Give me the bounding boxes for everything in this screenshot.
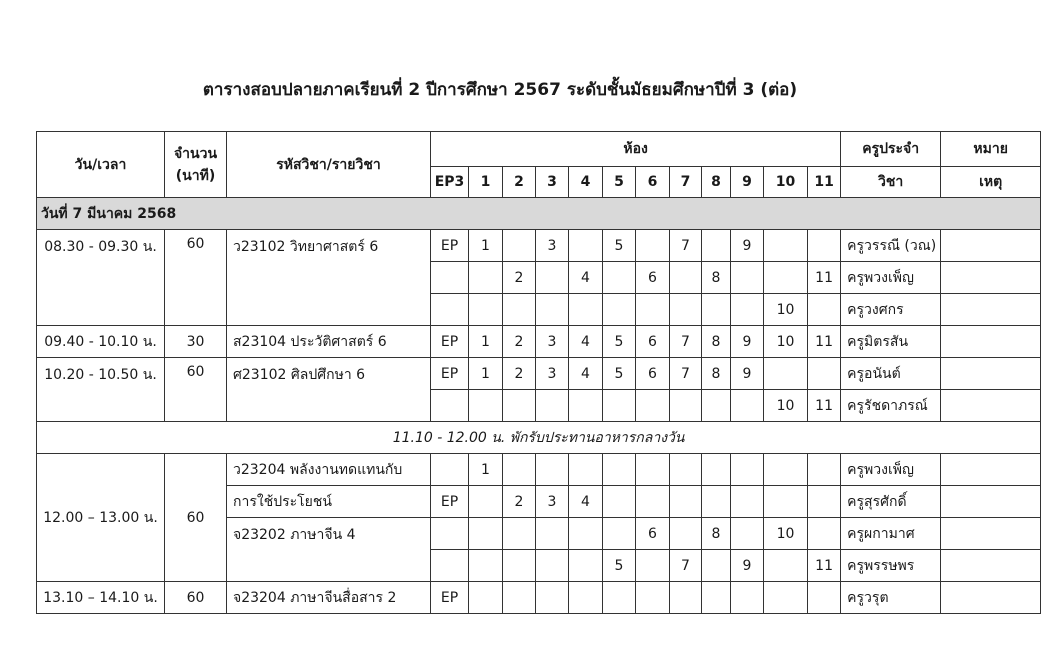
- room-cell: [702, 582, 731, 614]
- lunch-break-label: 11.10 - 12.00 น. พักรับประทานอาหารกลางวัน: [37, 422, 1041, 454]
- subject-cell: การใช้ประโยชน์: [227, 486, 431, 518]
- header-minutes-line2: (นาที): [175, 167, 216, 184]
- room-cell: [431, 518, 469, 550]
- room-col-2: 2: [503, 167, 536, 198]
- room-cell: [731, 518, 764, 550]
- room-cell: [431, 294, 469, 326]
- subject-cell: จ23202 ภาษาจีน 4: [227, 518, 431, 582]
- room-cell: 10: [764, 294, 808, 326]
- room-cell: EP: [431, 358, 469, 390]
- header-rooms: ห้อง: [431, 132, 841, 167]
- room-col-6: 6: [636, 167, 670, 198]
- room-cell: 4: [569, 486, 603, 518]
- room-cell: [731, 454, 764, 486]
- table-row: [37, 358, 1041, 390]
- room-cell: 1: [469, 454, 503, 486]
- room-cell: [503, 230, 536, 262]
- room-cell: [702, 486, 731, 518]
- room-cell: 4: [569, 262, 603, 294]
- room-cell: [670, 454, 702, 486]
- room-cell: [670, 518, 702, 550]
- room-cell: [603, 518, 636, 550]
- room-cell: [808, 518, 841, 550]
- subject-cell: ศ23102 ศิลปศึกษา 6: [227, 358, 431, 422]
- teacher-cell: ครูวรรณี (วณ): [841, 230, 941, 262]
- subject-cell: ว23204 พลังงานทดแทนกับ: [227, 454, 431, 486]
- room-cell: [731, 390, 764, 422]
- room-cell: [469, 550, 503, 582]
- room-col-1: 1: [469, 167, 503, 198]
- room-cell: 7: [670, 550, 702, 582]
- room-cell: 2: [503, 358, 536, 390]
- room-cell: 10: [764, 390, 808, 422]
- room-cell: 3: [536, 358, 569, 390]
- table-row: [37, 582, 1041, 614]
- room-cell: [603, 294, 636, 326]
- room-cell: 9: [731, 230, 764, 262]
- room-cell: [536, 454, 569, 486]
- room-cell: 11: [808, 390, 841, 422]
- table-row: [37, 326, 1041, 358]
- day-row: [37, 198, 1041, 230]
- minutes-cell: 30: [165, 326, 227, 358]
- room-cell: 11: [808, 262, 841, 294]
- time-cell: 12.00 – 13.00 น.: [37, 454, 165, 582]
- room-cell: [731, 262, 764, 294]
- room-cell: [603, 582, 636, 614]
- teacher-cell: ครูพวงเพ็ญ: [841, 454, 941, 486]
- room-cell: [808, 582, 841, 614]
- room-cell: [503, 294, 536, 326]
- room-cell: [670, 390, 702, 422]
- room-cell: 7: [670, 230, 702, 262]
- room-cell: 6: [636, 358, 670, 390]
- room-cell: [536, 294, 569, 326]
- time-cell: 09.40 - 10.10 น.: [37, 326, 165, 358]
- room-cell: [469, 262, 503, 294]
- room-cell: [603, 262, 636, 294]
- room-cell: [603, 454, 636, 486]
- room-cell: [731, 582, 764, 614]
- room-cell: [764, 550, 808, 582]
- room-cell: 6: [636, 518, 670, 550]
- remarks-cell: [941, 390, 1041, 422]
- room-cell: 3: [536, 326, 569, 358]
- room-cell: [536, 518, 569, 550]
- room-cell: [808, 294, 841, 326]
- room-cell: 8: [702, 358, 731, 390]
- room-cell: 11: [808, 326, 841, 358]
- room-cell: EP: [431, 230, 469, 262]
- room-cell: [503, 390, 536, 422]
- room-cell: [808, 230, 841, 262]
- room-cell: [603, 390, 636, 422]
- room-cell: [636, 294, 670, 326]
- room-cell: [503, 518, 536, 550]
- room-cell: [469, 390, 503, 422]
- room-cell: [536, 390, 569, 422]
- teacher-cell: ครูพวงเพ็ญ: [841, 262, 941, 294]
- room-cell: [702, 550, 731, 582]
- remarks-cell: [941, 358, 1041, 390]
- room-cell: 1: [469, 230, 503, 262]
- room-cell: [702, 454, 731, 486]
- room-cell: [469, 294, 503, 326]
- room-cell: [670, 486, 702, 518]
- room-cell: 8: [702, 262, 731, 294]
- teacher-cell: ครูพรรษพร: [841, 550, 941, 582]
- subject-cell: ว23102 วิทยาศาสตร์ 6: [227, 230, 431, 326]
- page-title: ตารางสอบปลายภาคเรียนที่ 2 ปีการศึกษา 2567 ระดับชั้นมัธยมศึกษาปีที่ 3 (ต่อ): [202, 80, 798, 100]
- room-cell: [431, 262, 469, 294]
- room-cell: 3: [536, 230, 569, 262]
- room-cell: [536, 262, 569, 294]
- header-remarks-line2: เหตุ: [941, 167, 1041, 198]
- room-col-10: 10: [764, 167, 808, 198]
- room-cell: [636, 454, 670, 486]
- room-cell: 6: [636, 262, 670, 294]
- room-cell: 10: [764, 326, 808, 358]
- room-cell: 2: [503, 326, 536, 358]
- room-col-11: 11: [808, 167, 841, 198]
- room-cell: [536, 550, 569, 582]
- room-col-7: 7: [670, 167, 702, 198]
- room-cell: [764, 358, 808, 390]
- room-cell: [636, 390, 670, 422]
- room-cell: EP: [431, 582, 469, 614]
- room-cell: [636, 230, 670, 262]
- table-row: [37, 454, 1041, 486]
- header-subject: รหัสวิชา/รายวิชา: [227, 132, 431, 198]
- room-cell: EP: [431, 486, 469, 518]
- header-row-1: [37, 132, 1041, 167]
- header-teacher-line1: ครูประจำ: [841, 132, 941, 167]
- room-cell: 11: [808, 550, 841, 582]
- room-cell: 8: [702, 326, 731, 358]
- room-cell: 5: [603, 358, 636, 390]
- remarks-cell: [941, 294, 1041, 326]
- room-cell: [702, 230, 731, 262]
- minutes-cell: 60: [165, 358, 227, 422]
- room-cell: [569, 582, 603, 614]
- remarks-cell: [941, 486, 1041, 518]
- teacher-cell: ครูสุรศักดิ์: [841, 486, 941, 518]
- room-cell: [503, 454, 536, 486]
- room-cell: [603, 486, 636, 518]
- room-cell: [569, 230, 603, 262]
- room-cell: [469, 582, 503, 614]
- room-cell: 7: [670, 326, 702, 358]
- table-row: [37, 230, 1041, 262]
- room-cell: 6: [636, 326, 670, 358]
- room-cell: 5: [603, 230, 636, 262]
- room-col-5: 5: [603, 167, 636, 198]
- room-col-3: 3: [536, 167, 569, 198]
- room-cell: [636, 550, 670, 582]
- subject-cell: จ23204 ภาษาจีนสื่อสาร 2: [227, 582, 431, 614]
- room-cell: [569, 294, 603, 326]
- room-cell: [469, 518, 503, 550]
- room-cell: 8: [702, 518, 731, 550]
- room-cell: [431, 454, 469, 486]
- room-col-8: 8: [702, 167, 731, 198]
- room-cell: [764, 454, 808, 486]
- room-cell: [808, 358, 841, 390]
- teacher-cell: ครูมิตรสัน: [841, 326, 941, 358]
- day-label: วันที่ 7 มีนาคม 2568: [37, 198, 1041, 230]
- room-cell: 1: [469, 326, 503, 358]
- lunch-break-row: [37, 422, 1041, 454]
- room-cell: [808, 486, 841, 518]
- room-cell: 3: [536, 486, 569, 518]
- remarks-cell: [941, 326, 1041, 358]
- room-cell: 4: [569, 358, 603, 390]
- header-remarks-line1: หมาย: [941, 132, 1041, 167]
- room-cell: 5: [603, 326, 636, 358]
- room-cell: [569, 518, 603, 550]
- room-cell: [503, 550, 536, 582]
- minutes-cell: 60: [165, 454, 227, 582]
- header-minutes-line1: จำนวน: [173, 145, 218, 162]
- room-cell: [731, 486, 764, 518]
- minutes-cell: 60: [165, 230, 227, 326]
- room-cell: 9: [731, 550, 764, 582]
- remarks-cell: [941, 518, 1041, 550]
- teacher-cell: ครูวงศกร: [841, 294, 941, 326]
- room-cell: [431, 550, 469, 582]
- exam-schedule-table: [36, 131, 1041, 614]
- teacher-cell: ครูวรุต: [841, 582, 941, 614]
- room-cell: [636, 486, 670, 518]
- room-cell: [702, 294, 731, 326]
- room-cell: 10: [764, 518, 808, 550]
- room-cell: [764, 230, 808, 262]
- remarks-cell: [941, 582, 1041, 614]
- room-cell: [569, 550, 603, 582]
- room-cell: 7: [670, 358, 702, 390]
- room-col-ep3: EP3: [431, 167, 469, 198]
- room-cell: 9: [731, 358, 764, 390]
- room-col-4: 4: [569, 167, 603, 198]
- room-cell: [731, 294, 764, 326]
- subject-cell: ส23104 ประวัติศาสตร์ 6: [227, 326, 431, 358]
- room-cell: [503, 582, 536, 614]
- teacher-cell: ครูอนันต์: [841, 358, 941, 390]
- room-cell: [670, 262, 702, 294]
- room-cell: [569, 390, 603, 422]
- remarks-cell: [941, 262, 1041, 294]
- room-cell: [670, 582, 702, 614]
- teacher-cell: ครูรัชดาภรณ์: [841, 390, 941, 422]
- room-cell: [764, 262, 808, 294]
- room-cell: [569, 454, 603, 486]
- time-cell: 13.10 – 14.10 น.: [37, 582, 165, 614]
- room-cell: [764, 486, 808, 518]
- remarks-cell: [941, 550, 1041, 582]
- header-minutes: [165, 132, 227, 198]
- header-teacher-line2: วิชา: [841, 167, 941, 198]
- room-cell: 2: [503, 486, 536, 518]
- room-cell: [702, 390, 731, 422]
- room-cell: [431, 390, 469, 422]
- remarks-cell: [941, 230, 1041, 262]
- teacher-cell: ครูผกามาศ: [841, 518, 941, 550]
- room-cell: 2: [503, 262, 536, 294]
- minutes-cell: 60: [165, 582, 227, 614]
- time-cell: 10.20 - 10.50 น.: [37, 358, 165, 422]
- room-cell: [808, 454, 841, 486]
- room-col-9: 9: [731, 167, 764, 198]
- remarks-cell: [941, 454, 1041, 486]
- room-cell: [764, 582, 808, 614]
- room-cell: EP: [431, 326, 469, 358]
- header-datetime: วัน/เวลา: [37, 132, 165, 198]
- room-cell: [636, 582, 670, 614]
- room-cell: [536, 582, 569, 614]
- room-cell: [670, 294, 702, 326]
- room-cell: 4: [569, 326, 603, 358]
- room-cell: 5: [603, 550, 636, 582]
- room-cell: [469, 486, 503, 518]
- room-cell: 9: [731, 326, 764, 358]
- room-cell: 1: [469, 358, 503, 390]
- time-cell: 08.30 - 09.30 น.: [37, 230, 165, 326]
